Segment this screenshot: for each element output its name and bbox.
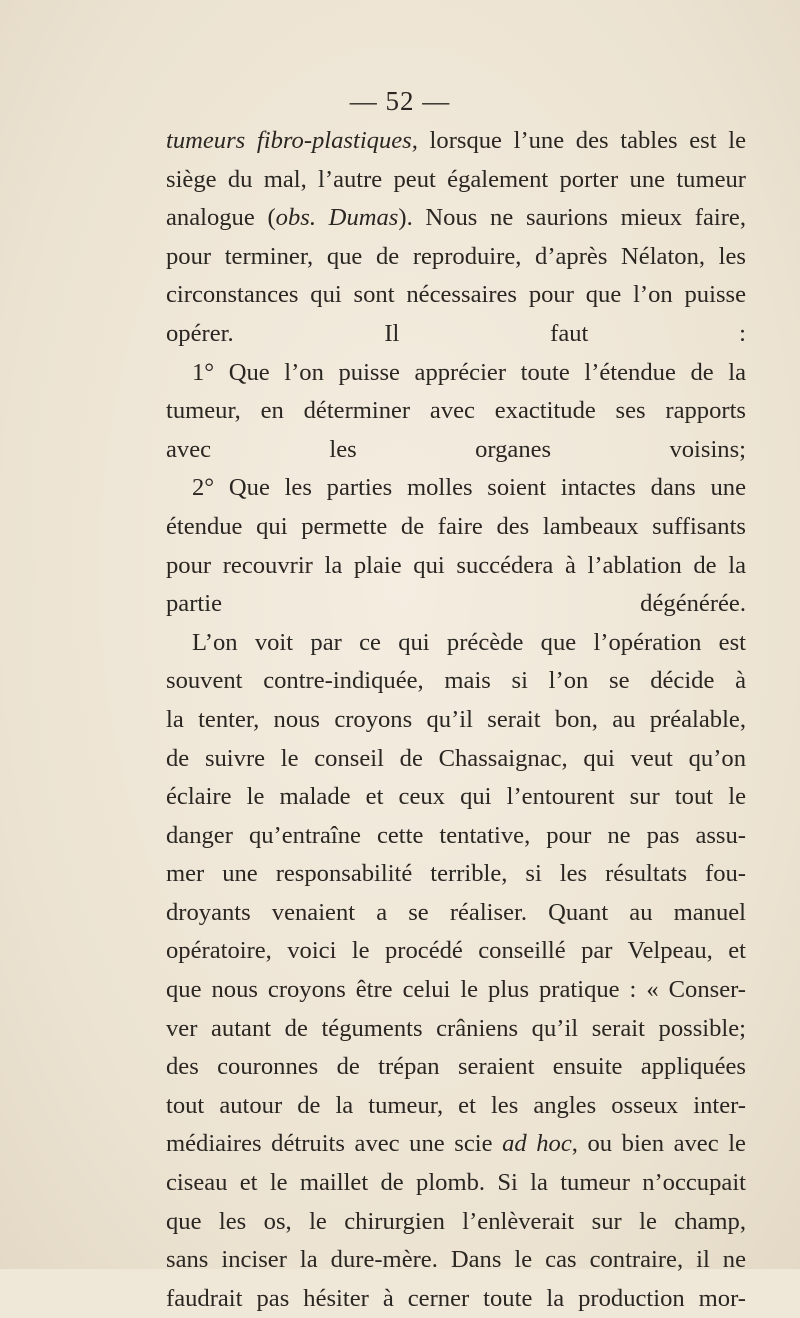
text-segment: opérer. Il faut : xyxy=(166,319,746,347)
text-line xyxy=(166,1241,746,1280)
text-line xyxy=(166,740,746,779)
text-line xyxy=(166,161,746,200)
text-segment: pour recouvrir la plaie qui succédera à l’ablation de la xyxy=(166,551,746,579)
text-line xyxy=(166,778,746,817)
text-line xyxy=(166,1048,746,1087)
text-line xyxy=(166,1164,746,1203)
text-segment: danger qu’entraîne cette tentative, pour ne pas assu- xyxy=(166,821,746,849)
text-line xyxy=(166,624,746,663)
text-segment: tout autour de la tumeur, et les angles osseux inter- xyxy=(166,1091,746,1119)
text-segment: pour terminer, que de reproduire, d’après Nélaton, les xyxy=(166,242,746,270)
text-line xyxy=(166,1125,746,1164)
text-line xyxy=(166,971,746,1010)
text-segment: droyants venaient a se réaliser. Quant au manuel xyxy=(166,898,746,926)
page-number: — 52 — xyxy=(349,86,451,116)
text-segment: de suivre le conseil de Chassaignac, qui veut qu’on xyxy=(166,744,746,772)
text-segment: éclaire le malade et ceux qui l’entourent sur tout le xyxy=(166,783,746,811)
text-line xyxy=(166,1280,746,1318)
text-segment: que les os, le chirurgien l’enlèverait sur le champ, xyxy=(166,1207,746,1235)
text-line xyxy=(166,817,746,856)
text-segment: ciseau et le maillet de plomb. Si la tumeur n’occupait xyxy=(166,1169,746,1197)
text-segment: étendue qui permette de faire des lambeaux suffisants xyxy=(166,512,746,540)
text-line xyxy=(166,276,746,315)
text-segment: lorsque l’une des tables est le xyxy=(417,127,746,154)
text-line xyxy=(166,122,746,161)
text-segment: que nous croyons être celui le plus pratique : « Conser- xyxy=(166,976,746,1004)
text-segment: avec les organes voisins; xyxy=(166,435,746,463)
text-segment: souvent contre-indiquée, mais si l’on se décide à xyxy=(166,667,746,695)
text-line xyxy=(166,894,746,933)
text-line xyxy=(166,701,746,740)
text-line xyxy=(166,238,746,277)
text-line xyxy=(166,392,746,431)
text-segment: ver autant de téguments crâniens qu’il serait possible; xyxy=(166,1014,746,1042)
text-segment: 2° Que les parties molles soient intactes dans une xyxy=(192,474,746,502)
text-segment: circonstances qui sont nécessaires pour que l’on puisse xyxy=(166,281,746,309)
text-segment: siège du mal, l’autre peut également porter une tumeur xyxy=(166,165,746,193)
text-segment: partie dégénérée. xyxy=(166,590,746,618)
text-segment: médiaires détruits avec une scie xyxy=(166,1130,503,1158)
text-segment: 1° Que l’on puisse apprécier toute l’étendue de la xyxy=(192,358,746,386)
text-line xyxy=(166,1087,746,1126)
italic-segment: ad hoc xyxy=(502,1130,572,1158)
text-segment: faudrait pas hésiter à cerner toute la production mor- xyxy=(166,1284,746,1312)
text-line xyxy=(166,199,746,238)
text-line xyxy=(166,855,746,894)
text-line xyxy=(166,508,746,547)
text-line xyxy=(166,469,746,508)
text-segment: sans inciser la dure-mère. Dans le cas contraire, il ne xyxy=(166,1246,746,1274)
text-line xyxy=(166,431,746,470)
text-line xyxy=(166,585,746,624)
text-segment: mer une responsabilité terrible, si les résultats fou- xyxy=(166,860,746,888)
text-line xyxy=(166,315,746,354)
text-segment: analogue ( xyxy=(166,204,276,232)
text-line xyxy=(166,932,746,971)
text-segment: tumeur, en déterminer avec exactitude ses rapports xyxy=(166,397,746,425)
text-line xyxy=(166,1203,746,1242)
text-segment: L’on voit par ce qui précède que l’opération est xyxy=(192,628,746,656)
text-segment: opératoire, voici le procédé conseillé par Velpeau, et xyxy=(166,937,746,965)
text-line xyxy=(166,1010,746,1049)
text-segment: ). Nous ne saurions mieux faire, xyxy=(398,204,746,232)
text-line xyxy=(166,662,746,701)
text-segment: , ou bien avec le xyxy=(571,1130,746,1158)
italic-segment: tumeurs fibro-plastiques, xyxy=(166,127,418,154)
text-segment: des couronnes de trépan seraient ensuite appliquées xyxy=(166,1053,746,1081)
text-line xyxy=(166,547,746,586)
text-segment: la tenter, nous croyons qu’il serait bon, au préalable, xyxy=(166,705,746,733)
text-line xyxy=(166,354,746,393)
body-text xyxy=(166,122,746,1318)
italic-segment: obs. Dumas xyxy=(275,204,399,232)
